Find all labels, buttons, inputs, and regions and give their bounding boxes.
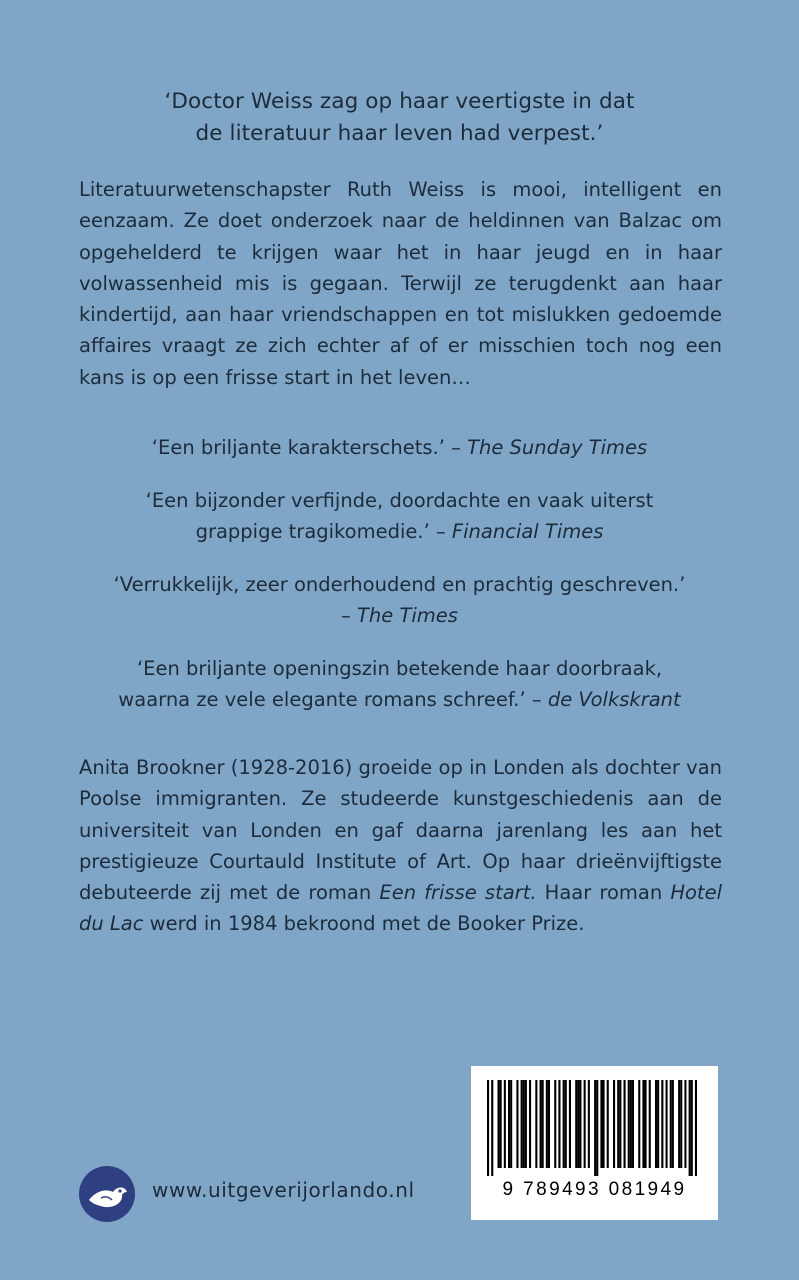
barcode-bar <box>678 1080 680 1168</box>
barcode-bar <box>584 1080 586 1168</box>
review-line <box>0 516 799 547</box>
barcode-bar <box>607 1080 609 1168</box>
barcode-bar <box>529 1080 531 1168</box>
opening-quote-line: de literatuur haar leven had verpest.’ <box>195 121 604 146</box>
blurb-text: Literatuurwetenschapster Ruth Weiss is mooi, intelligent en eenzaam. Ze doet onderzoek naar de heldinnen van Balzac om opgehelderd te krijgen waar het in haar jeugd en in haar volwassenheid mis is gegaan. Terwijl ze terugdenkt aan haar kindertijd, aan haar vriendschappen en tot mislukken gedoemde affaires vraagt ze zich echter af of er misschien toch nog een kans is op een frisse start in het leven… <box>79 178 722 389</box>
opening-quote <box>0 86 799 150</box>
review-quote <box>0 432 799 463</box>
review-text: ‘Een briljante openingszin betekende haar doorbraak, <box>136 657 663 680</box>
review-line <box>0 432 799 463</box>
bird-logo-icon <box>79 1166 135 1222</box>
publisher-url[interactable]: www.uitgeverijorlando.nl <box>152 1178 415 1202</box>
barcode-bar <box>649 1080 651 1168</box>
barcode-bar <box>689 1080 691 1176</box>
barcode-bar <box>600 1080 602 1168</box>
barcode-bar <box>521 1080 523 1168</box>
barcode-bar <box>540 1080 542 1168</box>
barcode-bar <box>691 1080 693 1176</box>
barcode-bar <box>525 1080 527 1168</box>
barcode-bar <box>575 1080 577 1168</box>
barcode-bar <box>588 1080 590 1168</box>
review-quote <box>0 569 799 631</box>
opening-quote-line: ‘Doctor Weiss zag op haar veertigste in dat <box>164 89 635 114</box>
review-line <box>0 569 799 600</box>
barcode-bar <box>642 1080 644 1168</box>
review-line <box>0 600 799 631</box>
book-blurb <box>79 174 722 393</box>
barcode-bar <box>558 1080 560 1168</box>
review-text: – <box>341 604 357 627</box>
barcode-bar <box>638 1080 640 1168</box>
bio-text: Anita Brookner (1928-2016) groeide op in Londen als dochter van Poolse immigranten. Ze studeerde kunstgeschiedenis aan de universiteit van Londen en gaf daarna jarenlang les aan het prestigieuze Courtauld Institute of Art. Op haar drieënvijftigste debuteerde zij met de roman <box>79 756 722 905</box>
isbn-number: 9 789493 081949 <box>502 1179 687 1200</box>
barcode-bar <box>498 1080 500 1168</box>
barcode-icon <box>481 1080 708 1176</box>
bio-text: werd in 1984 bekroond met de Booker Prize. <box>143 912 585 936</box>
review-text: ‘Verrukkelijk, zeer onderhoudend en prachtig geschreven.’ <box>113 573 686 596</box>
review-text: ‘Een bijzonder verfijnde, doordachte en vaak uiterst <box>145 489 654 512</box>
barcode-bar <box>554 1080 556 1168</box>
barcode-bar <box>613 1080 615 1168</box>
barcode-bar <box>504 1080 506 1168</box>
review-source: Financial Times <box>451 520 604 543</box>
barcode-bar <box>508 1080 510 1168</box>
review-line <box>0 485 799 516</box>
barcode-bar <box>628 1080 630 1168</box>
barcode-bar <box>535 1080 537 1168</box>
barcode-bar <box>542 1080 544 1168</box>
barcode-bar <box>500 1080 502 1168</box>
barcode-bar <box>594 1080 596 1176</box>
review-text: grappige tragikomedie.’ – <box>195 520 452 543</box>
barcode <box>471 1066 718 1220</box>
review-source: The Sunday Times <box>467 436 648 459</box>
barcode-bar <box>563 1080 565 1168</box>
barcode-bar <box>632 1080 634 1168</box>
barcode-bar <box>603 1080 605 1168</box>
barcode-bar <box>577 1080 579 1168</box>
barcode-bar <box>672 1080 674 1168</box>
review-quote <box>0 485 799 547</box>
barcode-bar <box>680 1080 682 1168</box>
barcode-bar <box>670 1080 672 1168</box>
barcode-bar <box>523 1080 525 1168</box>
review-line <box>0 684 799 715</box>
barcode-bar <box>569 1080 571 1168</box>
barcode-bar <box>619 1080 621 1168</box>
barcode-bar <box>661 1080 663 1168</box>
review-line <box>0 653 799 684</box>
barcode-bar <box>624 1080 626 1168</box>
barcode-bar <box>516 1080 518 1168</box>
reviews <box>0 432 799 737</box>
barcode-bar <box>579 1080 581 1168</box>
review-source: de Volkskrant <box>547 688 681 711</box>
barcode-bar <box>565 1080 567 1168</box>
barcode-bar <box>655 1080 657 1168</box>
bio-text: Haar roman <box>536 881 671 905</box>
barcode-bar <box>630 1080 632 1168</box>
barcode-bar <box>487 1080 489 1176</box>
barcode-bar <box>596 1080 598 1176</box>
review-source: The Times <box>357 604 458 627</box>
author-bio-text <box>79 752 722 940</box>
barcode-bar <box>645 1080 647 1168</box>
review-quote <box>0 653 799 715</box>
barcode-bar <box>546 1080 548 1168</box>
review-text: waarna ze vele elegante romans schreef.’ – <box>118 688 548 711</box>
author-bio <box>79 752 722 940</box>
review-text: ‘Een briljante karakterschets.’ – <box>151 436 468 459</box>
barcode-bar <box>695 1080 697 1176</box>
book-title: Hotel du Lac <box>79 881 722 936</box>
barcode-bar <box>491 1080 493 1176</box>
barcode-bar <box>617 1080 619 1168</box>
barcode-bar <box>510 1080 512 1168</box>
barcode-bar <box>666 1080 668 1168</box>
barcode-bar <box>657 1080 659 1168</box>
book-title: Een frisse start. <box>379 881 537 905</box>
barcode-bar <box>684 1080 686 1168</box>
barcode-bar <box>548 1080 550 1168</box>
